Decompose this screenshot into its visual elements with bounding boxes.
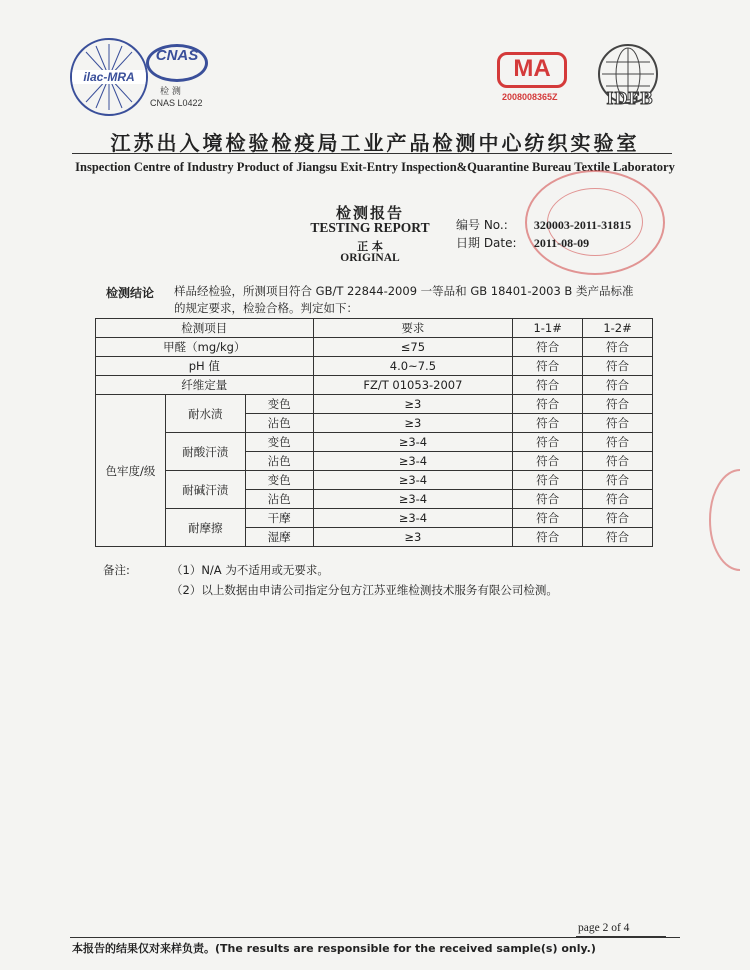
row-result-1: 符合 [513, 433, 583, 452]
row-requirement: ≥3 [313, 414, 513, 433]
row-result-1: 符合 [513, 528, 583, 547]
header-sample-2: 1-2# [583, 319, 653, 338]
report-copy-en: ORIGINAL [340, 252, 400, 264]
row-result-1: 符合 [513, 414, 583, 433]
test-name: 耐摩擦 [165, 509, 245, 547]
cnas-sub-label: 检 测 [160, 87, 181, 97]
ilac-mra-logo [70, 38, 148, 116]
sub-item: 沾色 [245, 490, 313, 509]
page-number: page 2 of 4 [578, 922, 630, 934]
footer-disclaimer: 本报告的结果仅对来样负责。(The results are responsible for the received sample(s) only.) [72, 942, 596, 955]
colorfastness-group-label: 色牢度/级 [96, 395, 166, 547]
sub-item: 沾色 [245, 452, 313, 471]
row-result-1: 符合 [513, 490, 583, 509]
row-result-2: 符合 [583, 528, 653, 547]
row-requirement: ≥3-4 [313, 452, 513, 471]
test-name: 耐碱汗渍 [165, 471, 245, 509]
notes-label: 备注: [103, 563, 130, 577]
row-result-2: 符合 [583, 338, 653, 357]
report-number-value: 320003-2011-31815 [533, 218, 632, 232]
table-row [96, 376, 653, 395]
cma-code: 2008008365Z [502, 92, 558, 102]
cma-logo: MA [497, 52, 567, 88]
table-row [96, 433, 653, 452]
header-divider [72, 153, 672, 154]
report-copy-cn: 正 本 [357, 240, 383, 253]
row-result-1: 符合 [513, 376, 583, 395]
results-table [95, 318, 653, 547]
row-result-2: 符合 [583, 471, 653, 490]
notes-section [103, 560, 558, 600]
org-name-en: Inspection Centre of Industry Product of Jiangsu Exit-Entry Inspection&Quarantine Bureau Textile Laboratory [75, 160, 675, 174]
conclusion-line-2: 的规定要求，检验合格。判定如下： [174, 301, 358, 315]
report-date-value: 2011-08-09 [533, 236, 590, 250]
row-requirement: ≥3-4 [313, 471, 513, 490]
row-requirement: ≥3 [313, 395, 513, 414]
cnas-code: CNAS L0422 [150, 98, 203, 108]
row-result-2: 符合 [583, 452, 653, 471]
row-requirement: ≤75 [313, 338, 513, 357]
sub-item: 变色 [245, 433, 313, 452]
sub-item: 湿摩 [245, 528, 313, 547]
org-name-cn: 江苏出入境检验检疫局工业产品检测中心纺织实验室 [110, 131, 640, 155]
idfb-logo: IDFB [606, 88, 654, 108]
table-row [96, 395, 653, 414]
sub-item: 变色 [245, 395, 313, 414]
report-number [456, 216, 631, 233]
row-result-1: 符合 [513, 509, 583, 528]
sub-item: 干摩 [245, 509, 313, 528]
table-header-row [96, 319, 653, 338]
header-sample-1: 1-1# [513, 319, 583, 338]
row-result-1: 符合 [513, 338, 583, 357]
row-result-2: 符合 [583, 357, 653, 376]
test-name: 耐水渍 [165, 395, 245, 433]
sub-item: 沾色 [245, 414, 313, 433]
footer-divider [70, 937, 680, 938]
ilac-logo-text: ilac-MRA [72, 70, 146, 84]
note-1: （1）N/A 为不适用或无要求。 [171, 563, 329, 577]
header-item: 检测项目 [96, 319, 314, 338]
report-title-en: TESTING REPORT [310, 220, 430, 235]
row-result-2: 符合 [583, 490, 653, 509]
report-date [456, 234, 589, 251]
row-result-2: 符合 [583, 376, 653, 395]
edge-stamp-fragment [700, 460, 740, 580]
row-item: 甲醛（mg/kg） [96, 338, 314, 357]
row-result-1: 符合 [513, 357, 583, 376]
row-result-2: 符合 [583, 414, 653, 433]
row-result-1: 符合 [513, 471, 583, 490]
row-result-2: 符合 [583, 395, 653, 414]
row-result-2: 符合 [583, 509, 653, 528]
row-item: pH 值 [96, 357, 314, 376]
report-date-label: 日期 Date: [456, 236, 517, 250]
header-requirement: 要求 [313, 319, 513, 338]
sub-item: 变色 [245, 471, 313, 490]
row-requirement: ≥3-4 [313, 490, 513, 509]
table-row [96, 509, 653, 528]
conclusion-line-1: 样品经检验，所测项目符合 GB/T 22844-2009 一等品和 GB 18401-2003 B 类产品标准 [174, 284, 634, 298]
row-requirement: ≥3 [313, 528, 513, 547]
test-name: 耐酸汗渍 [165, 433, 245, 471]
row-requirement: 4.0~7.5 [313, 357, 513, 376]
row-requirement: ≥3-4 [313, 433, 513, 452]
conclusion-label: 检测结论 [106, 286, 155, 300]
row-requirement: FZ/T 01053-2007 [313, 376, 513, 395]
cnas-logo: CNAS [146, 44, 208, 82]
conclusion-text [174, 283, 654, 317]
row-result-1: 符合 [513, 452, 583, 471]
row-result-2: 符合 [583, 433, 653, 452]
row-item: 纤维定量 [96, 376, 314, 395]
table-row [96, 357, 653, 376]
report-title-cn: 检测报告 [335, 204, 404, 222]
row-requirement: ≥3-4 [313, 509, 513, 528]
table-row [96, 471, 653, 490]
report-number-label: 编号 No.: [456, 218, 508, 232]
note-2: （2）以上数据由申请公司指定分包方江苏亚维检测技术服务有限公司检测。 [171, 583, 558, 597]
row-result-1: 符合 [513, 395, 583, 414]
table-row [96, 338, 653, 357]
